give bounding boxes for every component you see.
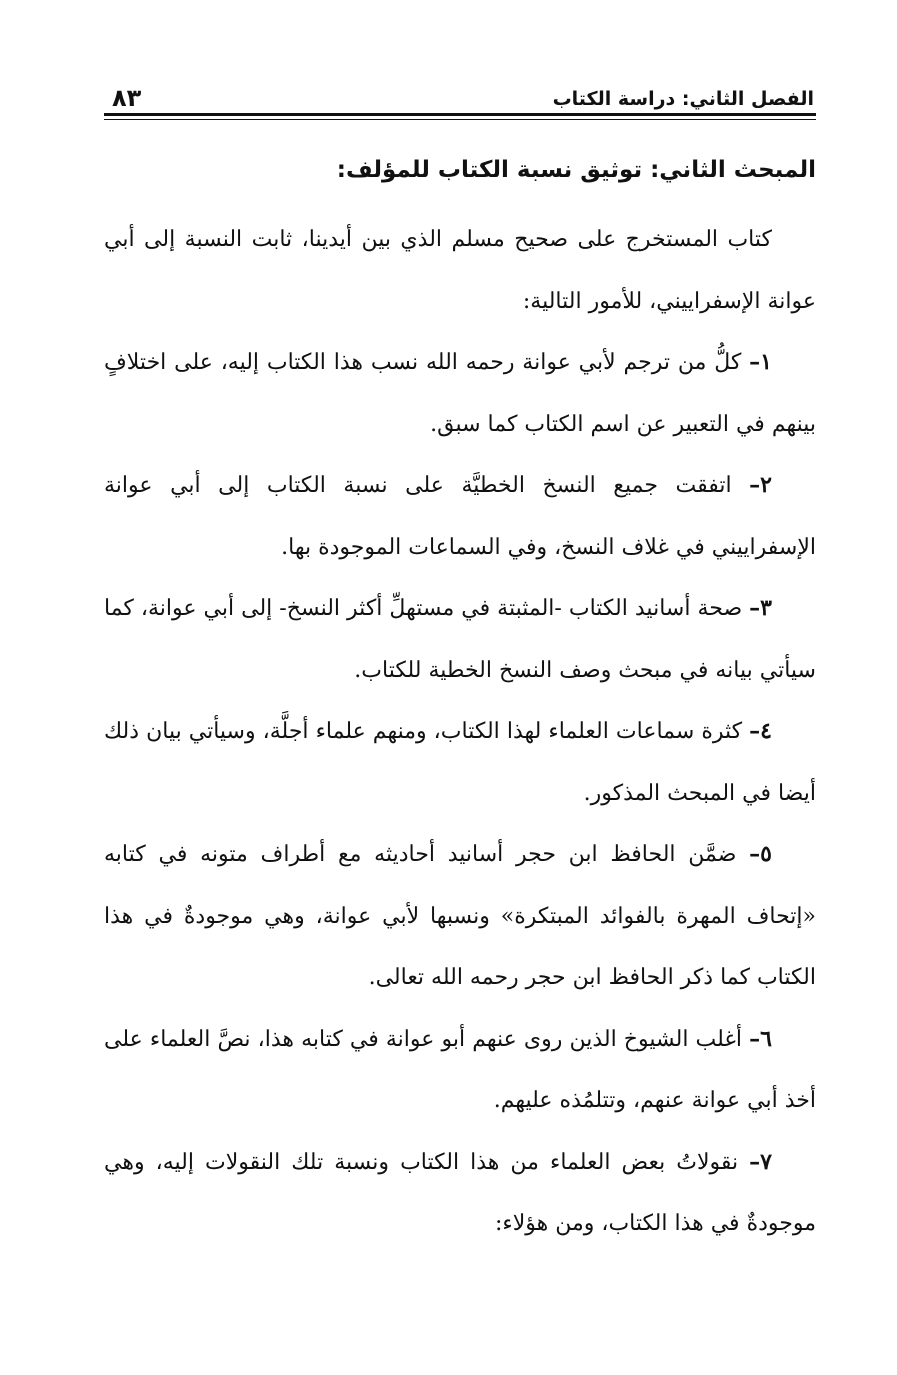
list-item	[104, 1009, 816, 1132]
list-item	[104, 455, 816, 578]
item-text: نقولاتُ بعض العلماء من هذا الكتاب ونسبة تلك النقولات إليه، وهي موجودةٌ في هذا الكتاب، ومن هؤلاء:	[104, 1149, 816, 1236]
header-rule-thick	[104, 113, 816, 116]
list-item	[104, 578, 816, 701]
running-header	[104, 74, 816, 110]
chapter-title: الفصل الثاني: دراسة الكتاب	[552, 88, 814, 110]
item-number: ٥–	[749, 841, 772, 867]
list-item	[104, 701, 816, 824]
item-number: ٧–	[749, 1148, 772, 1175]
item-number: ٤–	[749, 718, 772, 744]
section-title: المبحث الثاني: توثيق نسبة الكتاب للمؤلف:	[336, 157, 816, 183]
item-number: ٣–	[749, 595, 772, 621]
item-text: أغلب الشيوخ الذين روى عنهم أبو عوانة في كتابه هذا، نصَّ العلماء على أخذ أبي عوانة عنهم، وتتلمُذه عليهم.	[104, 1026, 816, 1113]
item-number: ١–	[749, 349, 772, 375]
item-text: كلُّ من ترجم لأبي عوانة رحمه الله نسب هذا الكتاب إليه، على اختلافٍ بينهم في التعبير عن اسم الكتاب كما سبق.	[104, 350, 816, 437]
intro-paragraph: كتاب المستخرج على صحيح مسلم الذي بين أيدينا، ثابت النسبة إلى أبي عوانة الإسفراييني، للأمور التالية:	[104, 227, 816, 314]
item-number: ٦–	[749, 1025, 772, 1052]
item-text: ضمَّن الحافظ ابن حجر أسانيد أحاديثه مع أطراف متونه في كتابه «إتحاف المهرة بالفوائد المبتكرة» ونسبها لأبي عوانة، وهي موجودةٌ في هذا الكتاب كما ذكر الحافظ ابن حجر رحمه الله تعالى.	[104, 842, 816, 990]
page-number: ٨٣	[112, 84, 142, 112]
list-item	[104, 824, 816, 1009]
item-text: اتفقت جميع النسخ الخطيَّة على نسبة الكتاب إلى أبي عوانة الإسفراييني في غلاف النسخ، وفي السماعات الموجودة بها.	[104, 473, 816, 560]
item-text: صحة أسانيد الكتاب -المثبتة في مستهلِّ أكثر النسخ- إلى أبي عوانة، كما سيأتي بيانه في مبحث وصف النسخ الخطية للكتاب.	[104, 596, 816, 683]
list-item	[104, 1132, 816, 1255]
item-text: كثرة سماعات العلماء لهذا الكتاب، ومنهم علماء أجلَّة، وسيأتي بيان ذلك أيضا في المبحث المذكور.	[104, 719, 816, 806]
item-number: ٢–	[749, 472, 772, 498]
body-text	[104, 209, 816, 1255]
list-item	[104, 332, 816, 455]
header-rule-thin	[104, 119, 816, 120]
